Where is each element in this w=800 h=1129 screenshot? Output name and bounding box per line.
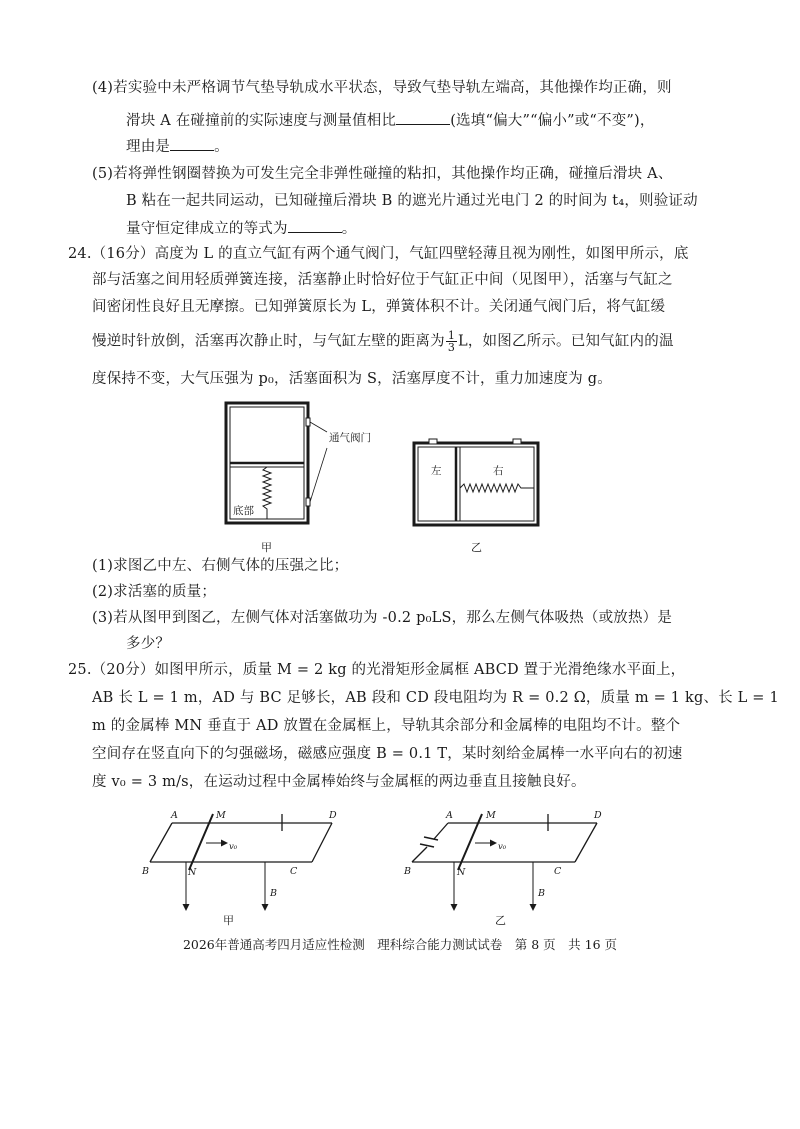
figure-frame-yi-caption: 乙 xyxy=(495,914,506,927)
figure-jia-caption: 甲 xyxy=(261,541,272,554)
figure-frame-jia xyxy=(141,810,337,927)
q5-line-1: (5)若将弹性钢圈替换为可发生完全非弹性碰撞的粘扣，其他操作均正确，碰撞后滑块 A、 xyxy=(92,166,673,182)
figure-jia xyxy=(226,403,371,554)
figure-frame-yi xyxy=(403,810,602,927)
q25-line-2: AB 长 L = 1 m，AD 与 BC 足够长，AB 段和 CD 段电阻均为 R = 0.2 Ω，质量 m = 1 kg、长 L = 1 xyxy=(92,690,779,706)
label-c: C xyxy=(554,866,562,877)
q24-sub-2: (2)求活塞的质量； xyxy=(92,584,217,600)
q24-line-2: 部与活塞之间用轻质弹簧连接，活塞静止时恰好位于气缸正中间（见图甲），活塞与气缸之 xyxy=(92,272,673,288)
q4-line-3: 理由是 。 xyxy=(126,136,229,157)
capacitor-plate-2 xyxy=(420,844,434,847)
answer-blank xyxy=(288,218,342,233)
label-c: C xyxy=(290,866,298,877)
label-a: A xyxy=(446,810,453,821)
label-m: M xyxy=(216,810,226,821)
valve-label: 通气阀门 xyxy=(329,432,371,444)
q25-line-3: m 的金属棒 MN 垂直于 AD 放置在金属框上，导轨其余部分和金属棒的电阻均不计。整个 xyxy=(92,718,681,734)
q24-line-1: 24.（16分）高度为 L 的直立气缸有两个通气阀门，气缸四壁轻薄且视为刚性，如图甲所示，底 xyxy=(68,246,689,262)
q4-line-1: (4)若实验中未严格调节气垫导轨成水平状态，导致气垫导轨左端高，其他操作均正确，则 xyxy=(92,80,672,96)
left-label: 左 xyxy=(431,465,442,477)
q4-line-2: 滑块 A 在碰撞前的实际速度与测量值相比 (选填“偏大”“偏小”或“不变”)， xyxy=(126,110,655,131)
q24-line-3: 间密闭性良好且无摩擦。已知弹簧原长为 L，弹簧体积不计。关闭通气阀门后，将气缸缓 xyxy=(92,299,666,315)
valve-top-jia xyxy=(306,418,310,426)
label-field: B xyxy=(270,888,277,899)
label-d: D xyxy=(594,810,602,821)
label-field: B xyxy=(538,888,545,899)
answer-blank xyxy=(396,110,450,125)
right-label: 右 xyxy=(493,465,504,477)
label-v0: v₀ xyxy=(498,842,507,852)
spring-jia xyxy=(263,467,271,519)
label-d: D xyxy=(329,810,337,821)
label-n: N xyxy=(457,867,466,878)
q24-sub-3-cont: 多少？ xyxy=(126,636,171,652)
cylinder-figures xyxy=(215,396,555,556)
valve-bottom-jia xyxy=(306,498,310,506)
label-a: A xyxy=(171,810,178,821)
answer-blank xyxy=(170,136,214,151)
label-b: B xyxy=(142,866,149,877)
q25-line-1: 25.（20分）如图甲所示，质量 M = 2 kg 的光滑矩形金属框 ABCD 置于光滑绝缘水平面上， xyxy=(68,662,686,678)
page-footer: 2026年普通高考四月适应性检测 理科综合能力测试试卷 第 8 页 共 16 页 xyxy=(182,937,618,952)
label-n: N xyxy=(188,867,197,878)
figure-yi xyxy=(414,439,538,554)
fraction-one-third: $\frac{1}{3}$ xyxy=(447,329,456,354)
label-b: B xyxy=(404,866,411,877)
q24-line-4: 慢逆时针放倒，活塞再次静止时，与气缸左壁的距离为 $\frac{1}{3}$ L，如图乙所示。已知气缸内的温 xyxy=(92,329,674,354)
metal-frame-figures xyxy=(130,800,610,932)
figure-frame-jia-caption: 甲 xyxy=(223,914,234,927)
label-m: M xyxy=(486,810,496,821)
q25-line-4: 空间存在竖直向下的匀强磁场，磁感应强度 B = 0.1 T，某时刻给金属棒一水平向右的初速 xyxy=(92,746,683,762)
q25-line-5: 度 v₀ = 3 m/s，在运动过程中金属棒始终与金属框的两边垂直且接触良好。 xyxy=(92,774,586,790)
valve-left-yi xyxy=(429,439,437,444)
q24-sub-1: (1)求图乙中左、右侧气体的压强之比； xyxy=(92,558,349,574)
label-v0: v₀ xyxy=(229,842,238,852)
q24-sub-3: (3)若从图甲到图乙，左侧气体对活塞做功为 -0.2 p₀LS，那么左侧气体吸热（或放热）是 xyxy=(92,610,673,626)
bottom-label: 底部 xyxy=(233,505,254,517)
q5-line-3: 量守恒定律成立的等式为 。 xyxy=(126,218,356,239)
q5-line-2: B 粘在一起共同运动，已知碰撞后滑块 B 的遮光片通过光电门 2 的时间为 t₄，则验证动 xyxy=(126,193,698,209)
spring-yi xyxy=(460,484,534,492)
figure-yi-caption: 乙 xyxy=(471,541,482,554)
valve-right-yi xyxy=(513,439,521,444)
q24-line-5: 度保持不变，大气压强为 p₀，活塞面积为 S，活塞厚度不计，重力加速度为 g。 xyxy=(92,371,612,387)
